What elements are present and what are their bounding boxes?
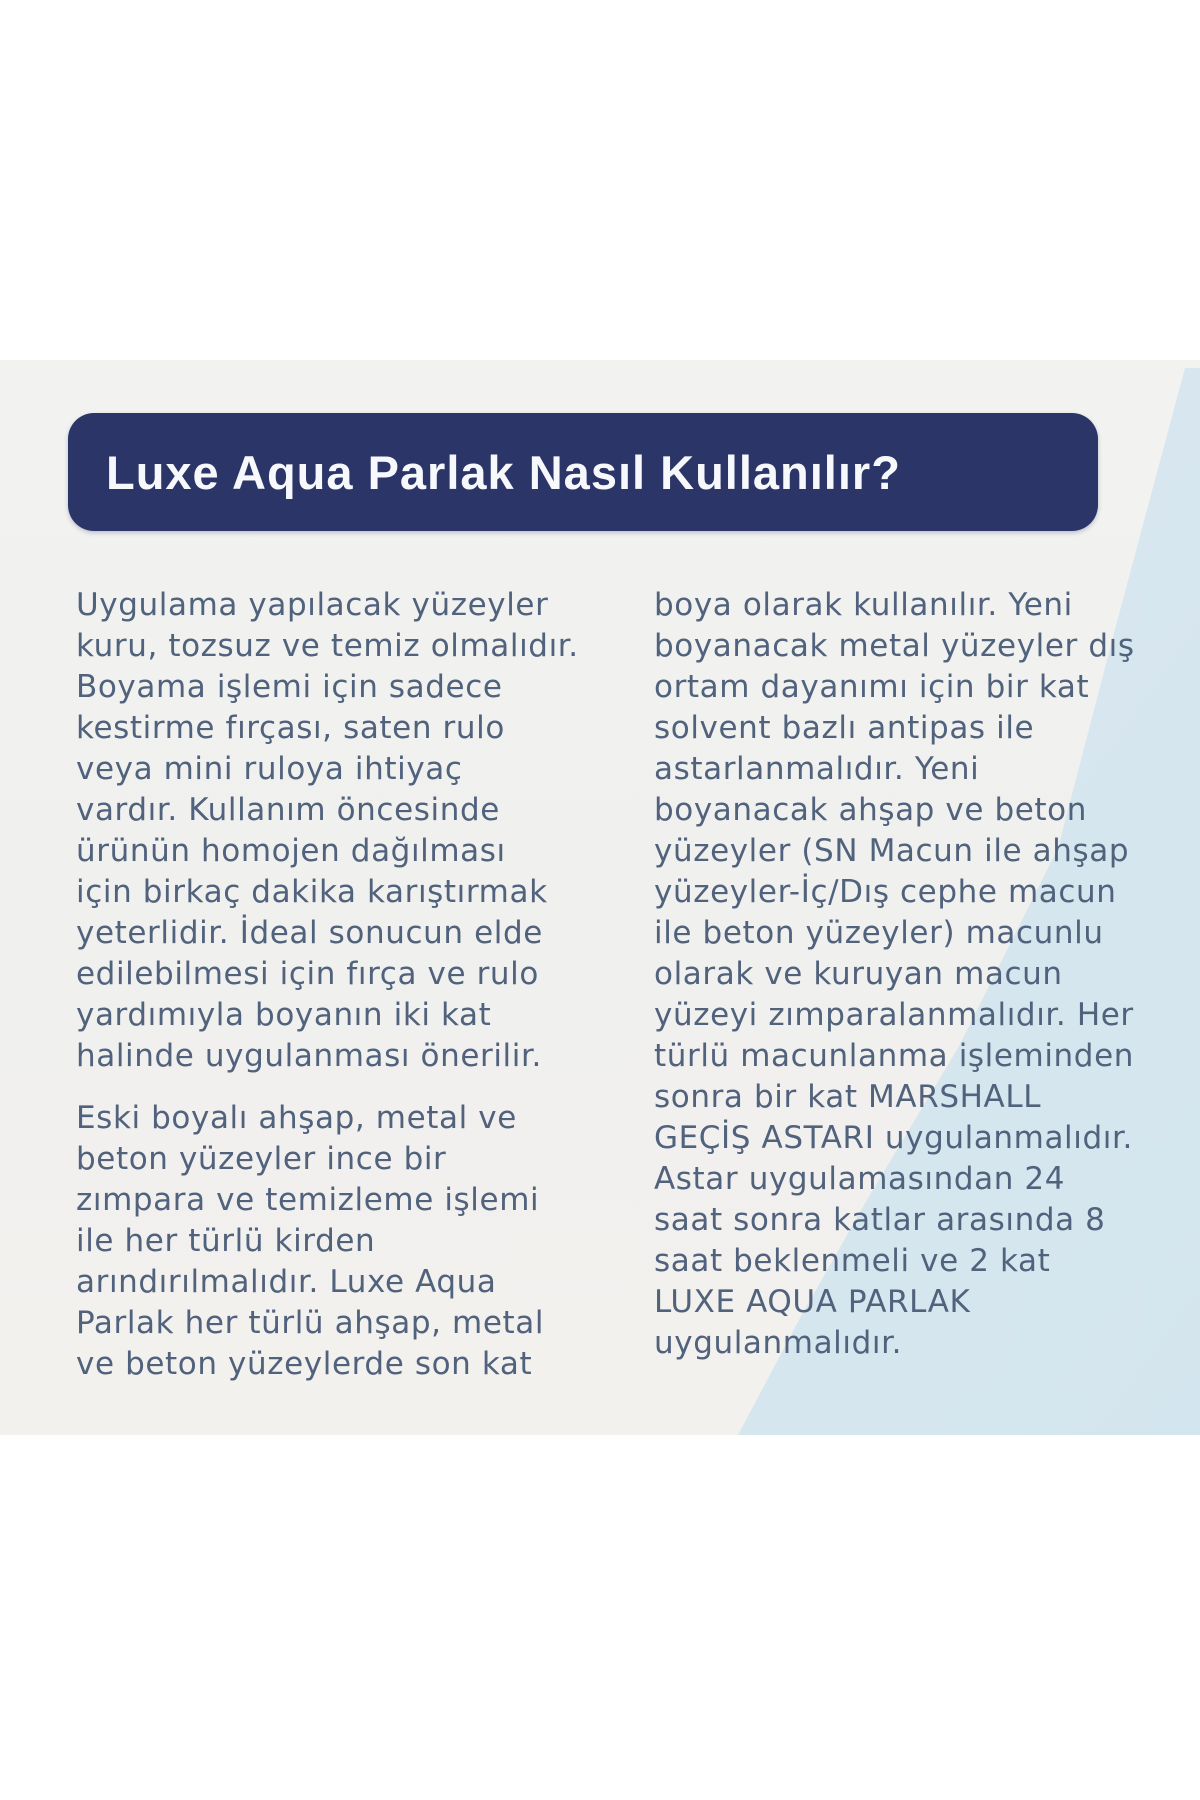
text-line: ile beton yüzeyler) macunlu <box>654 915 1104 951</box>
text-line: için birkaç dakika karıştırmak <box>76 874 548 910</box>
paragraph-old-painted-surfaces <box>76 1098 586 1385</box>
paragraph-surface-preparation <box>76 585 586 1077</box>
text-line: Astar uygulamasından 24 <box>654 1161 1066 1197</box>
text-line: Eski boyalı ahşap, metal ve <box>76 1100 517 1136</box>
right-column <box>654 585 1184 1364</box>
paragraph-topcoat-application <box>654 585 1184 1364</box>
text-line: kuru, tozsuz ve temiz olmalıdır. <box>76 628 579 664</box>
text-line: ile her türlü kirden <box>76 1223 376 1259</box>
text-line: boyanacak ahşap ve beton <box>654 792 1087 828</box>
text-line: veya mini ruloya ihtiyaç <box>76 751 463 787</box>
text-line: vardır. Kullanım öncesinde <box>76 792 500 828</box>
text-line: saat sonra katlar arasında 8 <box>654 1202 1106 1238</box>
text-line: Uygulama yapılacak yüzeyler <box>76 587 549 623</box>
text-line: astarlanmalıdır. Yeni <box>654 751 980 787</box>
text-line: olarak ve kuruyan macun <box>654 956 1063 992</box>
text-line: yüzeyi zımparalanmalıdır. Her <box>654 997 1134 1033</box>
text-line: yüzeyler (SN Macun ile ahşap <box>654 833 1130 869</box>
text-line: ürünün homojen dağılması <box>76 833 506 869</box>
text-line: solvent bazlı antipas ile <box>654 710 1035 746</box>
text-line: zımpara ve temizleme işlemi <box>76 1182 540 1218</box>
text-line: sonra bir kat MARSHALL <box>654 1079 1042 1115</box>
text-line: ortam dayanımı için bir kat <box>654 669 1090 705</box>
text-line: halinde uygulanması önerilir. <box>76 1038 542 1074</box>
text-line: saat beklenmeli ve 2 kat <box>654 1243 1051 1279</box>
text-line: türlü macunlanma işleminden <box>654 1038 1135 1074</box>
section-title: Luxe Aqua Parlak Nasıl Kullanılır? <box>106 445 901 499</box>
left-column <box>76 585 586 1385</box>
text-line: Parlak her türlü ahşap, metal <box>76 1305 545 1341</box>
text-line: uygulanmalıdır. <box>654 1325 903 1361</box>
text-line: yardımıyla boyanın iki kat <box>76 997 492 1033</box>
text-line: yeterlidir. İdeal sonucun elde <box>76 915 543 951</box>
text-line: kestirme fırçası, saten rulo <box>76 710 505 746</box>
section-header <box>68 413 1098 531</box>
text-line: beton yüzeyler ince bir <box>76 1141 447 1177</box>
text-line: GEÇİŞ ASTARI uygulanmalıdır. <box>654 1120 1133 1156</box>
text-line: edilebilmesi için fırça ve rulo <box>76 956 539 992</box>
text-line: boya olarak kullanılır. Yeni <box>654 587 1073 623</box>
text-line: yüzeyler-İç/Dış cephe macun <box>654 874 1117 910</box>
text-line: arındırılmalıdır. Luxe Aqua <box>76 1264 497 1300</box>
text-line: boyanacak metal yüzeyler dış <box>654 628 1135 664</box>
text-line: ve beton yüzeylerde son kat <box>76 1346 533 1382</box>
text-line: LUXE AQUA PARLAK <box>654 1284 971 1320</box>
text-line: Boyama işlemi için sadece <box>76 669 503 705</box>
